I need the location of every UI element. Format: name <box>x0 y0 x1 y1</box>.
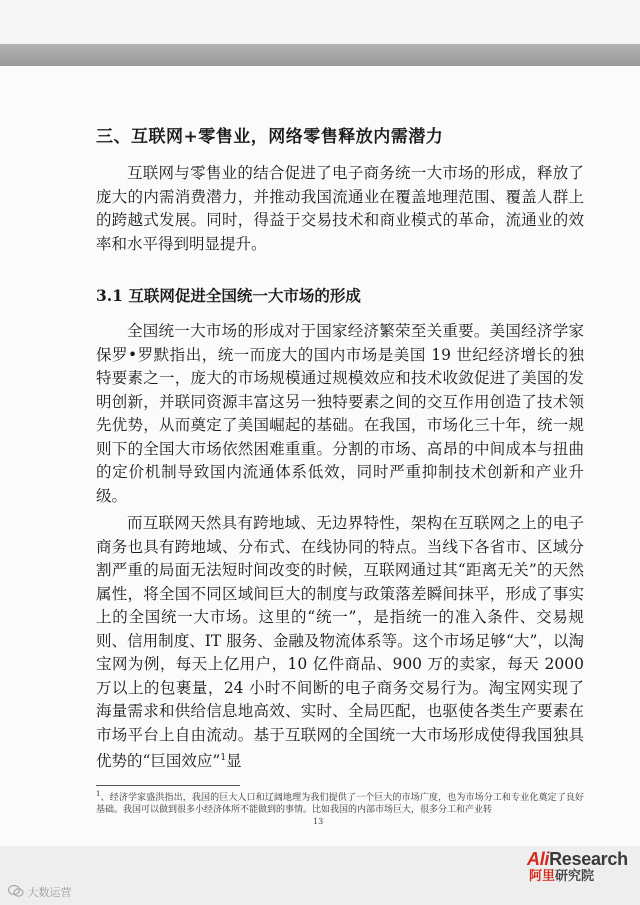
logo-chinese: 阿里研究院 <box>529 868 595 883</box>
paragraph-intro: 互联网与零售业的结合促进了电子商务统一大市场的形成，释放了庞大的内需消费潜力，并推动我国流通业在覆盖地理范围、覆盖人群上的跨越式发展。同时，得益于交易技术和商业模式的革命，流通业的效率和水平得到明显提升。 <box>96 164 584 253</box>
footnote-divider <box>96 785 240 786</box>
watermark <box>8 884 72 900</box>
section-title: 三、互联网+零售业，网络零售释放内需潜力 <box>96 127 444 147</box>
footnote-text: 、经济学家盛洪指出，我国的巨大人口和辽阔地理为我们提供了一个巨大的市场广度，也为市场分工和专业化奠定了良好基础。我国可以做到很多小经济体所不能做到的事情。比如我国的内部市场巨大，很多分工和产业转 <box>96 793 584 815</box>
page-number: 13 <box>313 817 324 826</box>
footnote-marker: 1 <box>96 790 101 798</box>
paragraph-unified-market: 全国统一大市场的形成对于国家经济繁荣至关重要。美国经济学家保罗•罗默指出，统一而庞大的国内市场是美国 19 世纪经济增长的独特要素之一，庞大的市场规模通过规模效应和技术收敛促进了美国的发明创新，并联同资源丰富这另一独特要素之间的交互作用创造了技术领先优势，从而奠定了美国崛起的基础。在我国，市场化三十年，统一规则下的全国大市场依然困难重重。分割的市场、高昂的中间成本与扭曲的定价机制导致国内流通体系低效，同时严重抑制技术创新和产业升级。 <box>96 322 584 505</box>
footnote-reference[interactable]: 1 <box>220 753 227 763</box>
paragraph-internet-market-tail: 显 <box>226 752 242 771</box>
footnote <box>96 789 584 816</box>
watermark-text: 大数运营 <box>27 886 72 899</box>
paragraph-internet-market-text: 而互联网天然具有跨地域、无边界特性，架构在互联网之上的电子商务也具有跨地域、分布式、在线协同的特点。当线下各省市、区域分割严重的局面无法短时间改变的时候，互联网通过其“距离无关”的天然属性，将全国不同区域间巨大的制度与政策落差瞬间抹平，形成了事实上的全国统一大市场。这里的“统一”，是指统一的准入条件、交易规则、信用制度、IT 服务、金融及物流体系等。这个市场足够“大”，以淘宝网为例，每天上亿用户，10 亿件商品、900 万的卖家，每天 2000 万以上的包裹量，24 小时不间断的电子商务交易行为。淘宝网实现了海量需求和供给信息地高效、实时、全局匹配，也驱使各类生产要素在市场平台上自由流动。基于互联网的全国统一大市场形成使得我国独具优势的“巨国效应” <box>96 514 584 771</box>
header-rule <box>0 44 640 66</box>
logo-wordmark: AliResearch <box>527 849 628 869</box>
aliresearch-logo <box>527 849 637 889</box>
wechat-icon <box>8 886 24 899</box>
paragraph-internet-market <box>96 512 584 774</box>
subsection-title: 3.1 互联网促进全国统一大市场的形成 <box>96 286 361 305</box>
top-margin <box>0 0 640 40</box>
